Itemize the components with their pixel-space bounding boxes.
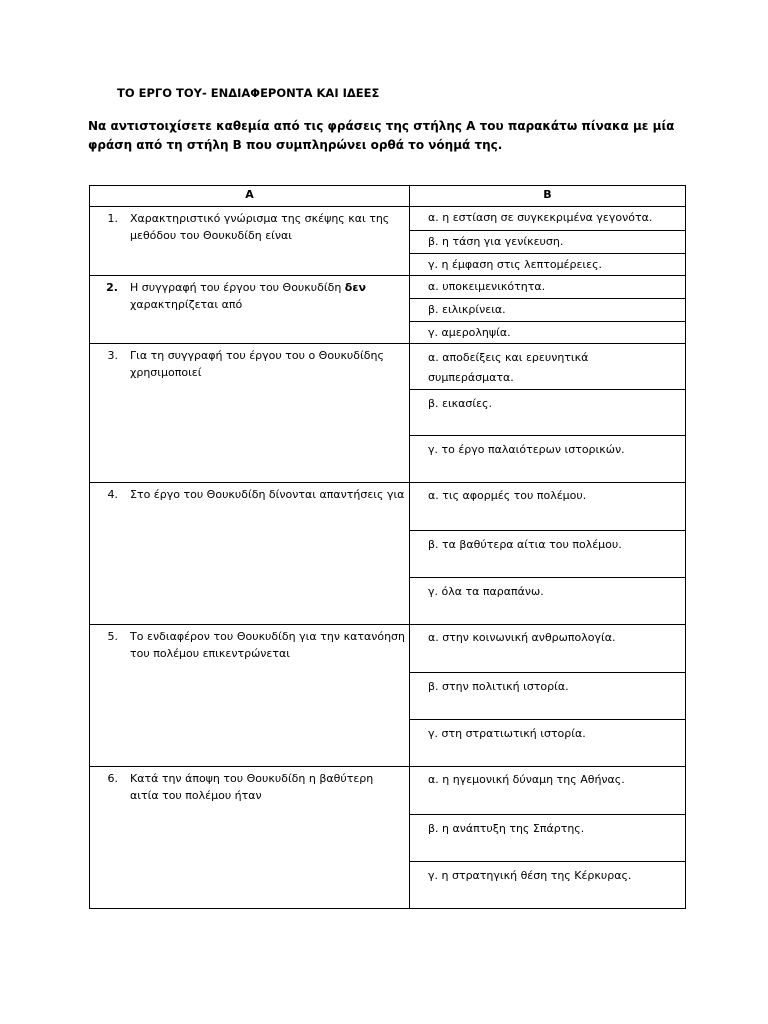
option-a: α. τις αφορμές του πολέμου. xyxy=(428,489,587,502)
statement-text-end: χαρακτηρίζεται από xyxy=(130,298,243,311)
negation-emphasis: δεν xyxy=(344,281,366,294)
statement-number: 3. xyxy=(107,349,118,362)
options-cell xyxy=(410,767,686,909)
statement-number: 6. xyxy=(107,772,118,785)
options-cell xyxy=(410,625,686,767)
column-b-header: Β xyxy=(410,186,686,207)
statement-text-start: Η συγγραφή του έργου του Θουκυδίδη xyxy=(130,281,345,294)
statement-text: Το ενδιαφέρον του Θουκυδίδη για την κατανόηση του πολέμου επικεντρώνεται xyxy=(130,630,405,660)
statement-cell xyxy=(90,344,410,483)
table-row xyxy=(90,344,686,483)
option-b: β. τα βαθύτερα αίτια του πολέμου. xyxy=(410,530,685,577)
statement-text xyxy=(130,279,405,313)
option-c: γ. η έμφαση στις λεπτομέρειες. xyxy=(410,253,685,275)
statement-number: 5. xyxy=(107,630,118,643)
options-cell xyxy=(410,344,686,483)
table-header-row xyxy=(90,186,686,207)
option-a: α. στην κοινωνική ανθρωπολογία. xyxy=(428,631,616,644)
option-b: β. στην πολιτική ιστορία. xyxy=(410,672,685,719)
option-c: γ. η στρατηγική θέση της Κέρκυρας. xyxy=(410,861,685,908)
statement-number: 4. xyxy=(107,488,118,501)
column-a-header: Α xyxy=(90,186,410,207)
statement-cell xyxy=(90,767,410,909)
table-row xyxy=(90,276,686,344)
table-row xyxy=(90,625,686,767)
option-a: α. αποδείξεις και ερευνητικά συμπεράσματα. xyxy=(428,351,589,384)
statement-text: Στο έργο του Θουκυδίδη δίνονται απαντήσεις για xyxy=(130,488,405,501)
statement-cell xyxy=(90,625,410,767)
options-cell xyxy=(410,483,686,625)
option-c: γ. αμεροληψία. xyxy=(410,321,685,343)
instructions xyxy=(88,117,688,155)
statement-cell xyxy=(90,207,410,276)
statement-number: 2. xyxy=(106,281,118,294)
option-a: α. η ηγεμονική δύναμη της Αθήνας. xyxy=(428,773,625,786)
statement-number: 1. xyxy=(107,212,118,225)
statement-text: Για τη συγγραφή του έργου του ο Θουκυδίδης χρησιμοποιεί xyxy=(130,349,384,379)
table-row xyxy=(90,483,686,625)
table-row xyxy=(90,207,686,276)
options-cell xyxy=(410,207,686,276)
table-row xyxy=(90,767,686,909)
option-a: α. η εστίαση σε συγκεκριμένα γεγονότα. xyxy=(428,211,653,224)
option-a: α. υποκειμενικότητα. xyxy=(428,280,546,293)
option-c: γ. το έργο παλαιότερων ιστορικών. xyxy=(410,435,685,482)
statement-cell xyxy=(90,276,410,344)
statement-cell xyxy=(90,483,410,625)
statement-text: Χαρακτηριστικό γνώρισμα της σκέψης και της μεθόδου του Θουκυδίδη είναι xyxy=(130,212,390,242)
instructions-line-2: φράση από τη στήλη Β που συμπληρώνει ορθά το νόημά της. xyxy=(88,138,503,152)
options-cell xyxy=(410,276,686,344)
option-b: β. ειλικρίνεια. xyxy=(410,298,685,321)
matching-table xyxy=(89,185,686,909)
statement-text: Κατά την άποψη του Θουκυδίδη η βαθύτερη αιτία του πολέμου ήταν xyxy=(130,772,374,802)
document-title: ΤΟ ΕΡΓΟ ΤΟΥ- ΕΝΔΙΑΦΕΡΟΝΤΑ ΚΑΙ ΙΔΕΕΣ xyxy=(117,86,380,100)
option-c: γ. στη στρατιωτική ιστορία. xyxy=(410,719,685,766)
option-c: γ. όλα τα παραπάνω. xyxy=(410,577,685,624)
option-b: β. εικασίες. xyxy=(410,389,685,435)
option-b: β. η τάση για γενίκευση. xyxy=(410,230,685,253)
option-b: β. η ανάπτυξη της Σπάρτης. xyxy=(410,814,685,861)
instructions-line-1: Να αντιστοιχίσετε καθεμία από τις φράσεις της στήλης Α του παρακάτω πίνακα με μία xyxy=(88,119,675,133)
